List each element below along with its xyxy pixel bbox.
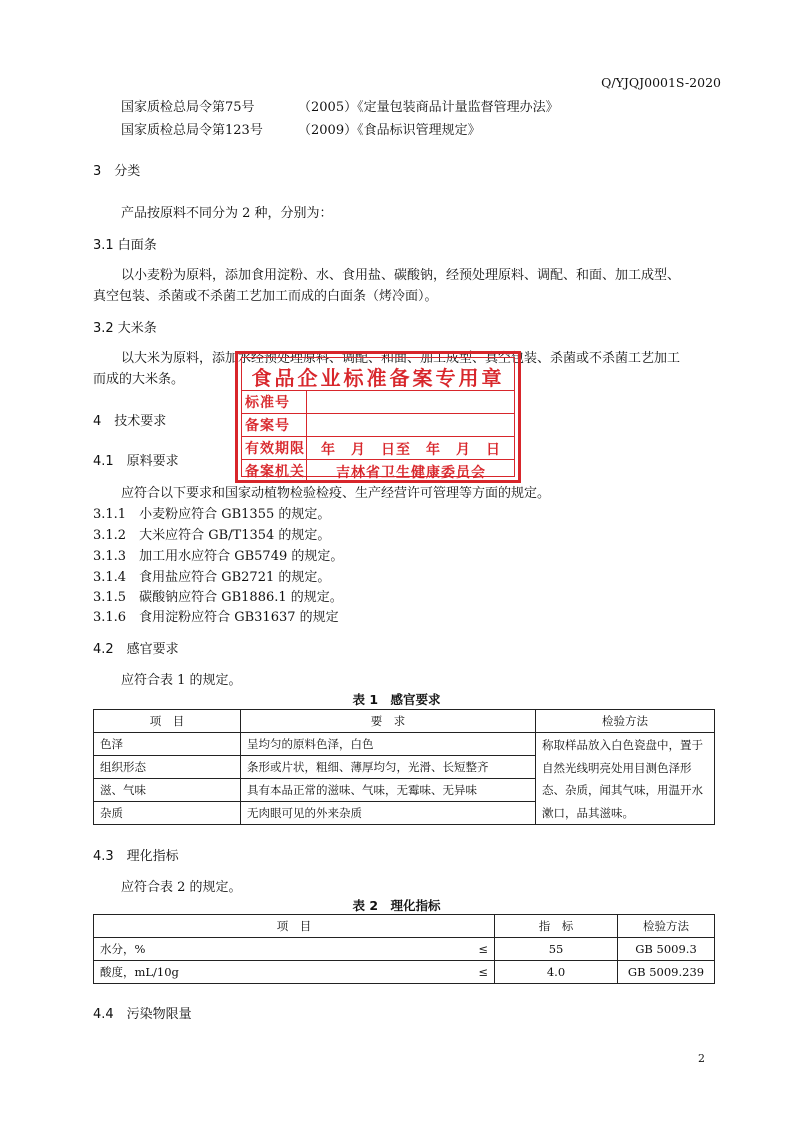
stamp-inner-border	[241, 357, 515, 481]
table-cell: 酸度，mL/10g	[94, 961, 443, 984]
stamp-label: 备案机关	[245, 464, 305, 480]
section-heading: 3.1 白面条	[93, 238, 157, 253]
document-code: Q/YJQJ0001S-2020	[601, 75, 721, 90]
stamp-title: 食品企业标准备案专用章	[251, 366, 505, 390]
table-cell: 具有本品正常的滋味、气味，无霉味、无异味	[241, 779, 536, 802]
paragraph: 以小麦粉为原料，添加食用淀粉、水、食用盐、碳酸钠，经预处理原料、调配、和面、加工成型、	[121, 268, 681, 283]
table-cell: 组织形态	[94, 756, 241, 779]
table-cell: 4.0	[495, 961, 618, 984]
reference-name: 国家质检总局令第123号	[121, 123, 263, 138]
stamp-row	[242, 436, 514, 460]
table-cell: 色泽	[94, 733, 241, 756]
section-heading: 4.3 理化指标	[93, 849, 179, 864]
table-cell: GB 5009.239	[618, 961, 715, 984]
reference-name: 国家质检总局令第75号	[121, 100, 255, 115]
list-item: 3.1.3 加工用水应符合 GB5749 的规定。	[93, 549, 344, 564]
paragraph: 应符合表 2 的规定。	[121, 880, 242, 895]
paragraph: 应符合以下要求和国家动植物检验检疫、生产经营许可管理等方面的规定。	[121, 486, 551, 501]
paragraph: 产品按原料不同分为 2 种，分别为：	[121, 206, 333, 221]
table-cell: 无肉眼可见的外来杂质	[241, 802, 536, 825]
section-heading: 4.1 原料要求	[93, 454, 179, 469]
paragraph: 真空包装、杀菌或不杀菌工艺加工而成的白面条（烤冷面）。	[93, 289, 438, 304]
table-header-cell: 指 标	[495, 915, 618, 938]
inspection-method-cell: 称取样品放入白色瓷盘中，置于自然光线明亮处用目测色泽形态、杂质，闻其气味，用温开水漱口，品其滋味。	[536, 733, 715, 825]
table-header-row	[94, 710, 715, 733]
table-caption: 表 1 感官要求	[352, 692, 441, 707]
physicochemical-table	[93, 914, 715, 984]
list-item: 3.1.2 大米应符合 GB/T1354 的规定。	[93, 528, 331, 543]
table-header-row	[94, 915, 715, 938]
paragraph: 应符合表 1 的规定。	[121, 673, 242, 688]
stamp-label: 标准号	[245, 395, 290, 411]
reference-title: （2005）《定量包装商品计量监督管理办法》	[298, 100, 559, 115]
section-heading: 3 分类	[93, 164, 141, 179]
stamp-row	[242, 459, 514, 483]
section-heading: 4 技术要求	[93, 414, 167, 429]
table-cell: 条形或片状，粗细、薄厚均匀，光滑、长短整齐	[241, 756, 536, 779]
page-number: 2	[698, 1052, 705, 1065]
section-heading: 4.4 污染物限量	[93, 1007, 192, 1022]
list-item: 3.1.6 食用淀粉应符合 GB31637 的规定	[93, 610, 339, 625]
section-heading: 4.2 感官要求	[93, 642, 179, 657]
reference-title: （2009）《食品标识管理规定》	[298, 123, 481, 138]
table-row	[94, 938, 715, 961]
table-cell: 水分，%	[94, 938, 443, 961]
table-header-cell: 项 目	[94, 710, 241, 733]
table-header-cell: 要 求	[241, 710, 536, 733]
table-row	[94, 733, 715, 756]
stamp-row	[242, 413, 514, 437]
list-item: 3.1.4 食用盐应符合 GB2721 的规定。	[93, 570, 331, 585]
sensory-table	[93, 709, 715, 825]
list-item: 3.1.5 碳酸钠应符合 GB1886.1 的规定。	[93, 590, 343, 605]
paragraph: 以大米为原料，添加水经预处理原料、调配、和面、加工成型、真空包装、杀菌或不杀菌工艺加工	[121, 351, 681, 366]
table-cell: ≤	[442, 938, 495, 961]
list-item: 3.1.1 小麦粉应符合 GB1355 的规定。	[93, 507, 331, 522]
table-caption: 表 2 理化指标	[352, 898, 441, 913]
filing-stamp	[235, 351, 521, 483]
table-cell: 55	[495, 938, 618, 961]
section-heading: 3.2 大米条	[93, 321, 157, 336]
table-header-cell: 项 目	[94, 915, 495, 938]
table-header-cell: 检验方法	[618, 915, 715, 938]
table-row	[94, 961, 715, 984]
stamp-value: 吉林省卫生健康委员会	[336, 465, 486, 481]
paragraph: 而成的大米条。	[93, 372, 185, 387]
table-header-cell: 检验方法	[536, 710, 715, 733]
stamp-label: 有效期限	[245, 441, 305, 457]
stamp-label: 备案号	[245, 418, 290, 434]
table-cell: 滋、气味	[94, 779, 241, 802]
table-cell: 杂质	[94, 802, 241, 825]
table-cell: GB 5009.3	[618, 938, 715, 961]
stamp-row	[242, 390, 514, 414]
stamp-value: 年 月 日至 年 月 日	[321, 442, 501, 458]
table-cell: ≤	[442, 961, 495, 984]
table-cell: 呈均匀的原料色泽，白色	[241, 733, 536, 756]
